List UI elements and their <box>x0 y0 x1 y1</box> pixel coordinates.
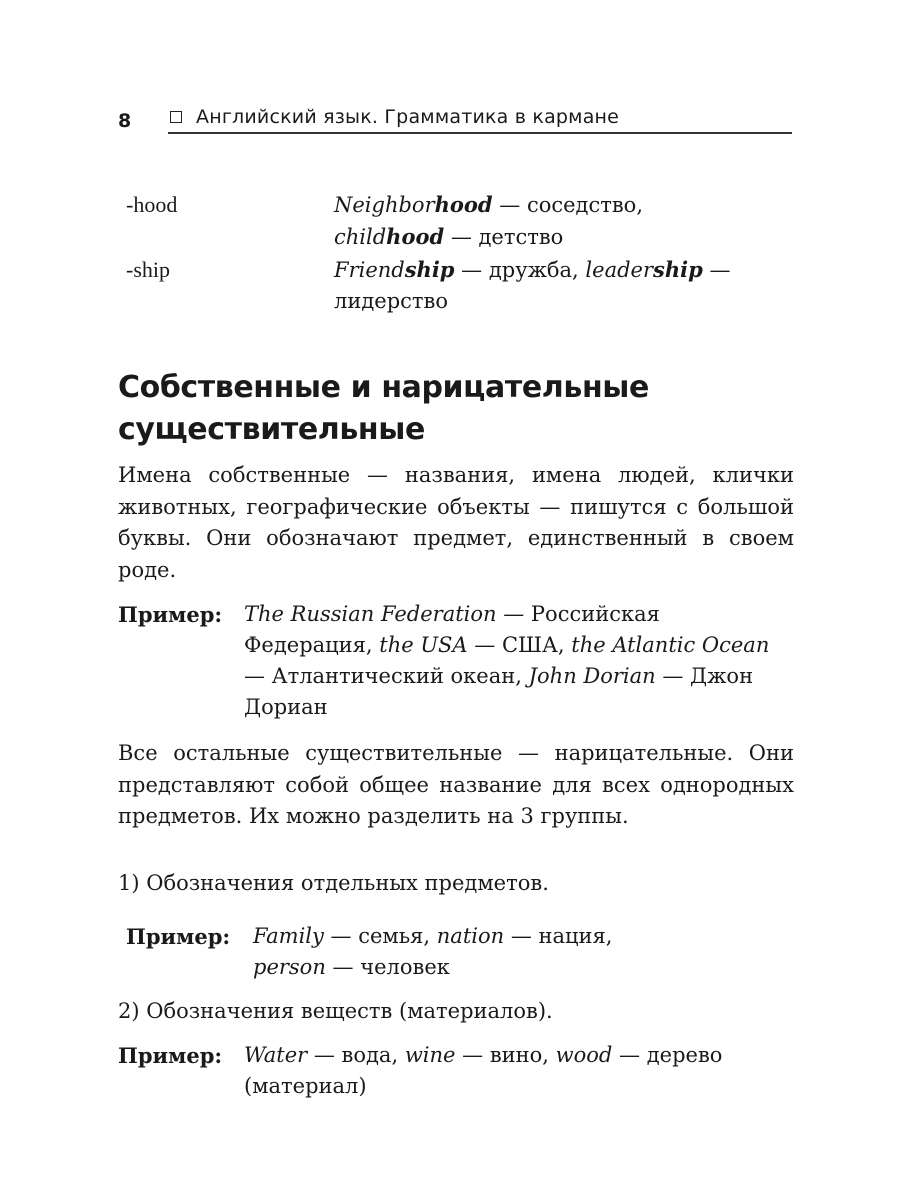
section-title <box>118 367 798 451</box>
example-translation: — вино, <box>455 1043 556 1067</box>
example-word: The Russian Federation <box>244 602 497 626</box>
example-word: the Atlantic Ocean <box>571 633 770 657</box>
example-translation: — Атлантический океан, <box>244 664 529 688</box>
example-materials <box>118 1040 794 1102</box>
square-icon <box>170 111 182 123</box>
running-header <box>118 104 792 134</box>
example-label: Пример: <box>118 602 223 627</box>
paragraph-common-nouns: Все остальные существительные — нарицательные. Они представляют собой общее название для всех однородных предметов. Их можно разделить на 3 группы. <box>118 741 794 828</box>
example-word: child <box>334 225 387 249</box>
page-number: 8 <box>118 110 132 132</box>
example-word: nation <box>436 924 505 948</box>
example-translation: — Российская Федерация, <box>244 602 660 657</box>
example-label: Пример: <box>126 924 231 949</box>
example-word: wood <box>555 1043 613 1067</box>
section-title-line: Собственные и нарицательные <box>118 370 649 405</box>
example-suffix: hood <box>386 224 445 249</box>
suffix-label: -ship <box>126 257 170 282</box>
list-item: 2) Обозначения веществ (материалов). <box>118 999 553 1023</box>
example-body <box>244 1040 794 1102</box>
example-word: John Dorian <box>528 664 656 688</box>
suffix-row-hood <box>126 189 786 253</box>
section-title-line: существительные <box>118 412 425 447</box>
example-translation: — соседство, <box>492 193 643 217</box>
example-word: Family <box>253 924 324 948</box>
example-translation: — дружба, <box>454 258 586 282</box>
running-title: Английский язык. Грамматика в кармане <box>196 106 620 128</box>
example-translation: — вода, <box>307 1043 405 1067</box>
suffix-examples <box>334 189 786 253</box>
example-word: Neighbor <box>334 193 435 217</box>
list-item: 1) Обозначения отдельных предметов. <box>118 871 549 895</box>
example-translation: — нация, <box>504 924 613 948</box>
example-translation: — дерево (материал) <box>244 1043 723 1098</box>
example-translation: — <box>702 258 731 282</box>
suffix-examples <box>334 254 786 317</box>
paragraph-proper-nouns: Имена собственные — названия, имена людей, клички животных, географические объекты — пишутся с большой буквы. Они обозначают предмет, единственный в своем роде. <box>118 463 794 582</box>
example-translation: — США, <box>467 633 572 657</box>
example-suffix: ship <box>404 257 455 282</box>
example-translation: — детство <box>444 225 564 249</box>
suffix-label: -hood <box>126 192 178 217</box>
example-body <box>244 599 794 723</box>
example-word: wine <box>404 1043 456 1067</box>
example-translation: лидерство <box>334 289 448 313</box>
example-word: person <box>253 955 326 979</box>
example-individual-objects <box>126 921 686 983</box>
example-suffix: ship <box>653 257 703 282</box>
example-word: the USA <box>379 633 468 657</box>
example-proper-nouns <box>118 599 794 723</box>
example-suffix: hood <box>434 192 493 217</box>
example-body <box>253 921 686 983</box>
suffix-row-ship <box>126 254 786 317</box>
example-word: Friend <box>334 258 405 282</box>
example-label: Пример: <box>118 1043 223 1068</box>
example-translation: — человек <box>325 955 450 979</box>
header-rule <box>168 102 792 134</box>
example-word: leader <box>585 258 653 282</box>
example-word: Water <box>244 1043 308 1067</box>
example-translation: — Джон Дориан <box>244 664 754 719</box>
example-translation: — семья, <box>323 924 437 948</box>
